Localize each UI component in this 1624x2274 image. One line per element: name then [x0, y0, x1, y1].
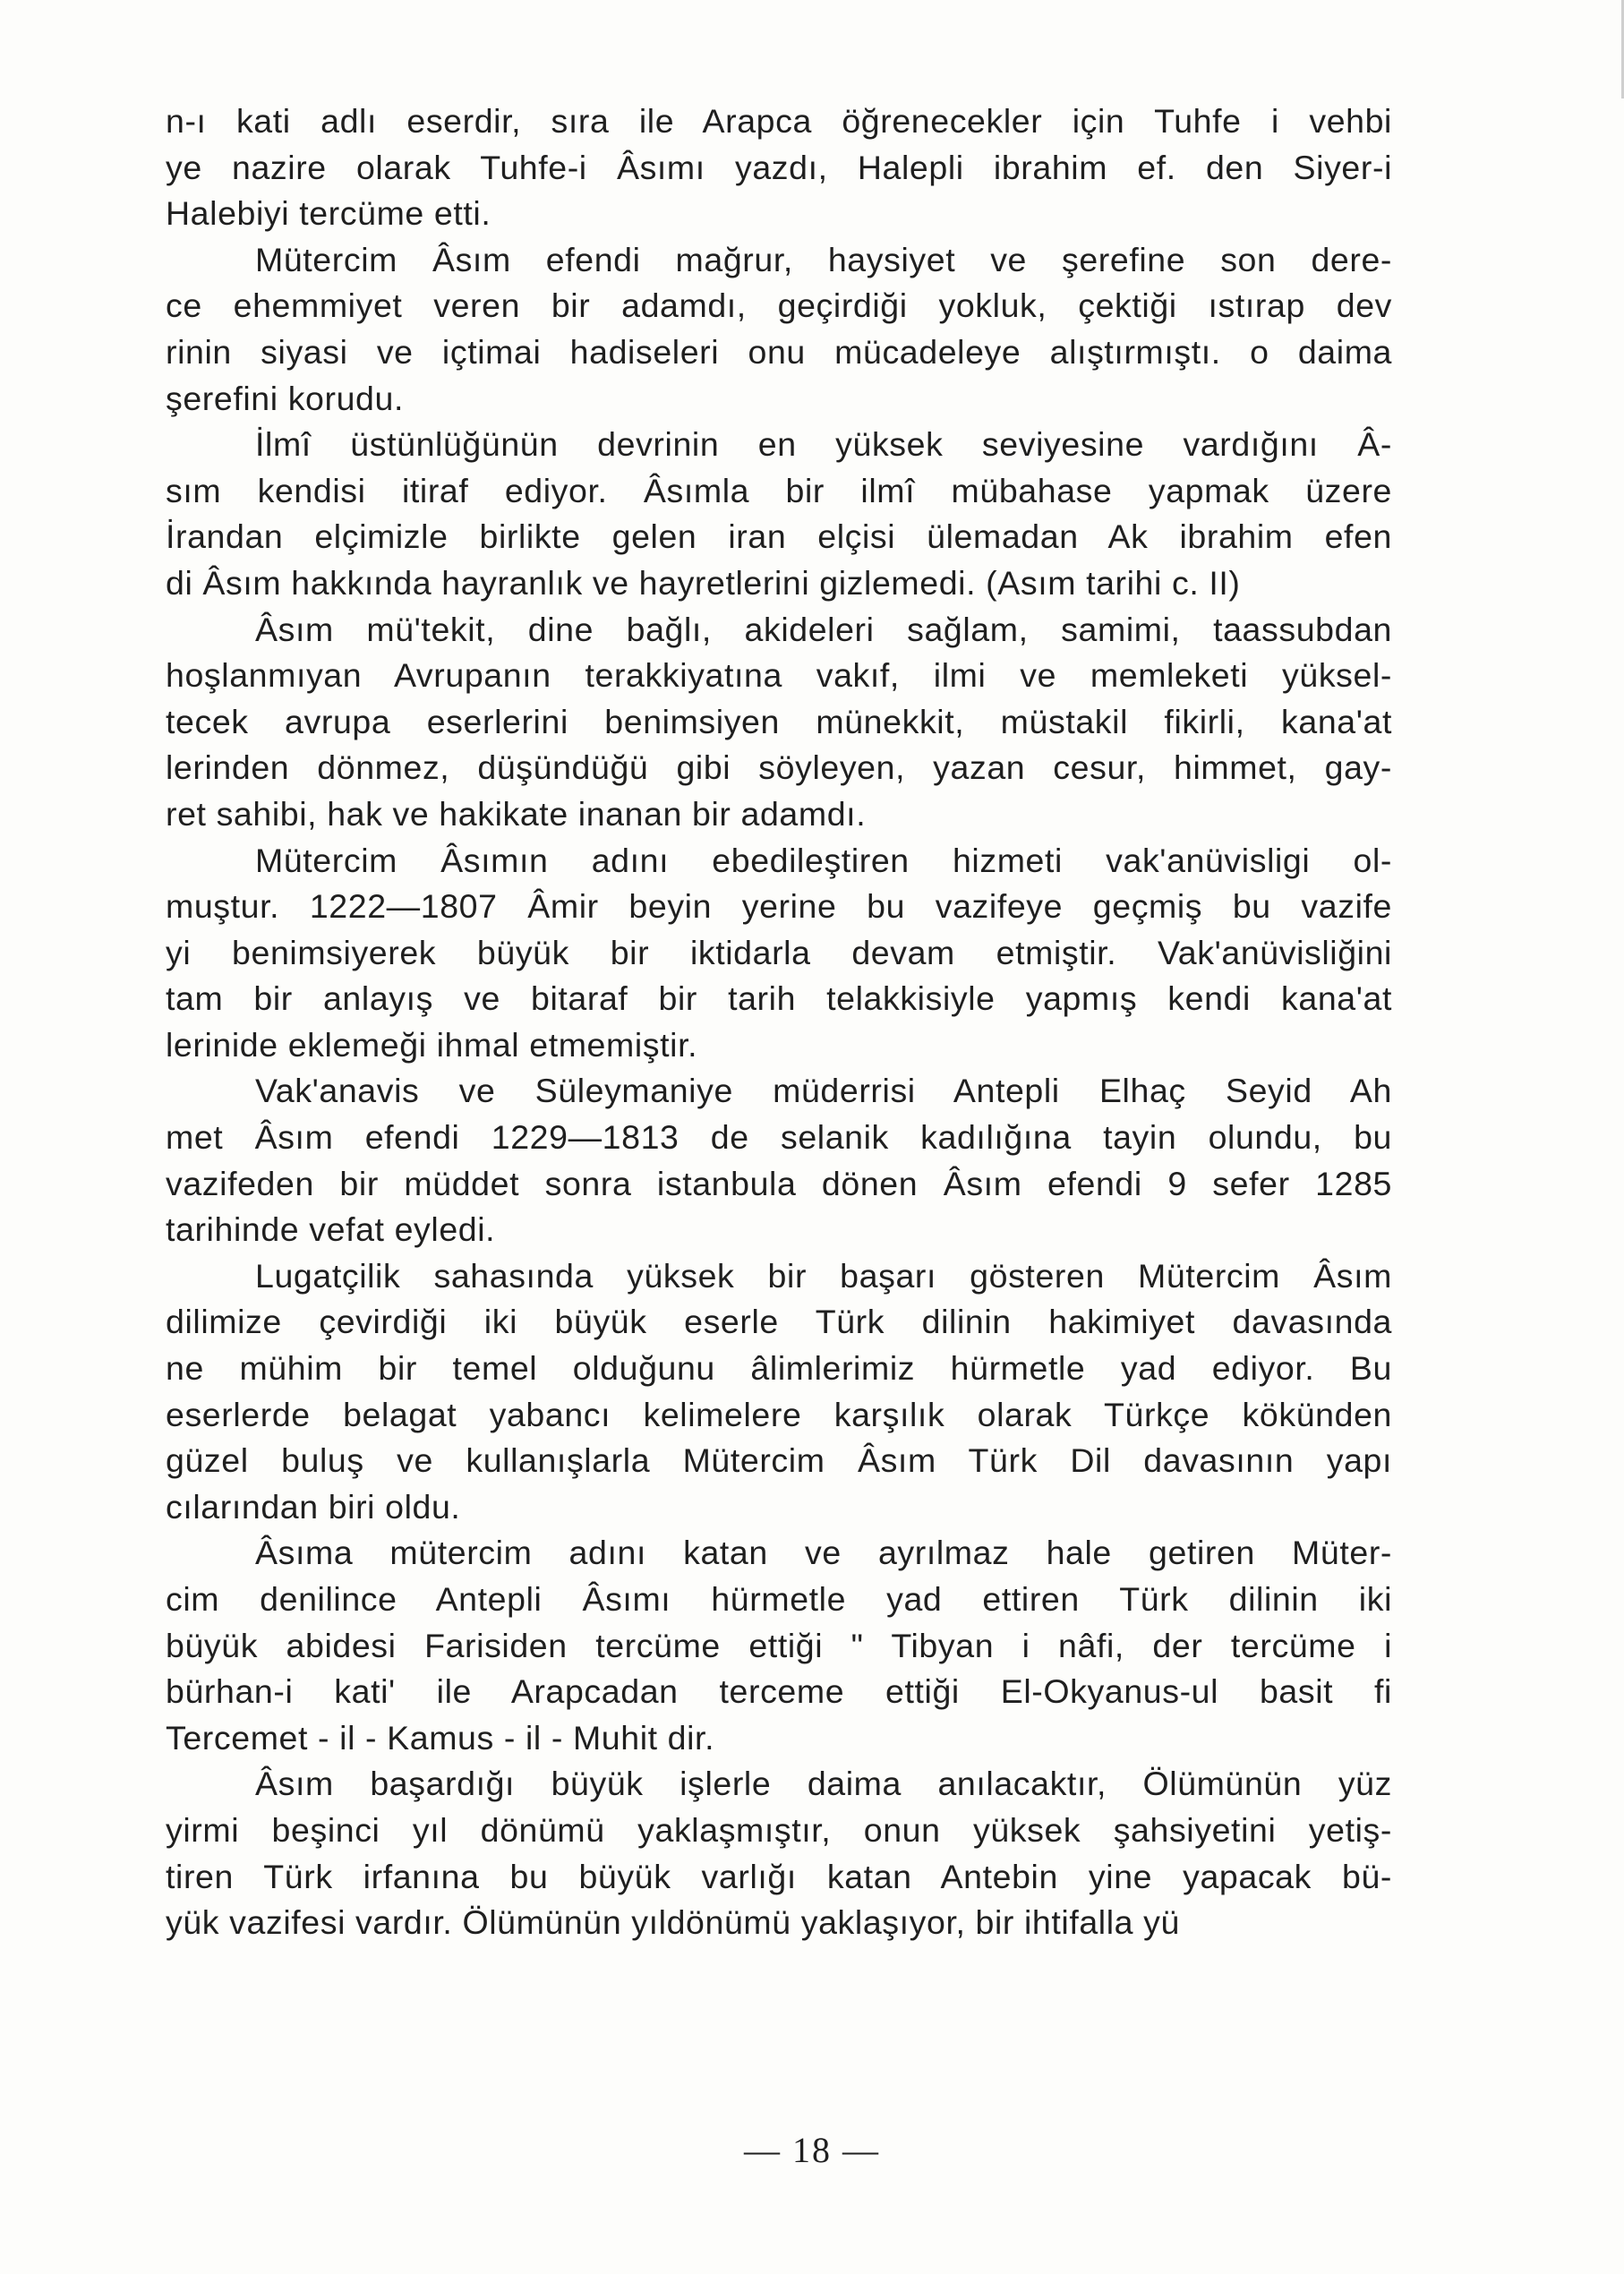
text-line: vazifeden bir müddet sonra istanbula dönen Âsım efendi 9 sefer 1285 [166, 1164, 1392, 1202]
text-line: yük vazifesi vardır. Ölümünün yıldönümü yaklaşıyor, bir ihtifalla yü [166, 1903, 1180, 1942]
text-line: şerefini korudu. [166, 379, 404, 417]
text-line: rinin siyasi ve içtimai hadiseleri onu mücadeleye alıştırmıştı. o daima [166, 332, 1392, 371]
text-line: yi benimsiyerek büyük bir iktidarla devam etmiştir. Vak'anüvisliğini [166, 933, 1392, 971]
text-line: hoşlanmıyan Avrupanın terakkiyatına vakıf, ilmi ve memleketi yüksel- [166, 656, 1392, 695]
text-line: Lugatçilik sahasında yüksek bir başarı gösteren Mütercim Âsım [255, 1256, 1392, 1295]
text-line: lerinide eklemeği ihmal etmemiştir. [166, 1025, 698, 1064]
text-line: Tercemet - il - Kamus - il - Muhit dir. [166, 1718, 715, 1757]
text-line: tiren Türk irfanına bu büyük varlığı katan Antebin yine yapacak bü- [166, 1857, 1392, 1895]
text-line: sım kendisi itiraf ediyor. Âsımla bir ilmî mübahase yapmak üzere [166, 471, 1392, 509]
text-line: Vak'anavis ve Süleymaniye müderrisi Antepli Elhaç Seyid Ah [255, 1072, 1392, 1110]
text-line: ne mühim bir temel olduğunu âlimlerimiz hürmetle yad ediyor. Bu [166, 1349, 1392, 1388]
text-line: büyük abidesi Farisiden tercüme ettiği " Tibyan i nâfi, der tercüme i [166, 1626, 1392, 1664]
text-line: di Âsım hakkında hayranlık ve hayretlerini gizlemedi. (Asım tarihi c. II) [166, 563, 1241, 602]
paragraph [166, 422, 1392, 606]
text-line: bürhan-i kati' ile Arapcadan tercеme ettiği El-Okyanus-ul basit fi [166, 1672, 1392, 1711]
paragraph [166, 607, 1392, 838]
text-line: yirmi beşinci yıl dönümü yaklaşmıştır, onun yüksek şahsiyetini yetiş- [166, 1810, 1392, 1849]
text-line: ce ehemmiyet veren bir adamdı, geçirdiği yokluk, çektiği ıstırap dev [166, 286, 1392, 325]
paragraph [166, 1253, 1392, 1531]
paragraph [166, 1068, 1392, 1252]
text-line: Mütercim Âsım efendi mağrur, haysiyet ve şerefine son dere- [255, 240, 1392, 278]
paragraph [166, 1530, 1392, 1761]
text-line: met Âsım efendi 1229—1813 de selanik kadılığına tayin olundu, bu [166, 1118, 1392, 1157]
text-line: ye nazire olarak Tuhfe-i Âsımı yazdı, Halepli ibrahim ef. den Siyer-i [166, 148, 1392, 186]
page-number: — 18 — [744, 2130, 880, 2170]
text-line: Halebiyi tercüme etti. [166, 194, 491, 233]
text-line: dilimize çevirdiği iki büyük eserle Türk dilinin hakimiyet davasında [166, 1303, 1392, 1341]
text-line: Mütercim Âsımın adını ebedileştiren hizmeti vak'anüvisligi ol- [255, 841, 1392, 879]
paragraph [166, 98, 1392, 237]
text-line: tecek avrupa eserlerini benimsiyen münekkit, müstakil fikirli, kana'at [166, 702, 1392, 740]
text-line: İlmî üstünlüğünün devrinin en yüksek seviyesine vardığını Â- [255, 425, 1392, 464]
text-line: tarihinde vefat eyledi. [166, 1210, 496, 1249]
text-line: cılarından biri oldu. [166, 1487, 461, 1526]
body-text [166, 98, 1392, 1946]
text-line: Âsıma mütercim adını katan ve ayrılmaz hale getiren Müter- [255, 1534, 1392, 1572]
paragraph [166, 1761, 1392, 1945]
text-line: cim denilince Antepli Âsımı hürmetle yad ettiren Türk dilinin iki [166, 1580, 1392, 1618]
text-line: Âsım başardığı büyük işlerle daima anılacaktır, Ölümünün yüz [255, 1765, 1392, 1803]
text-line: güzel buluş ve kullanışlarla Mütercim Âsım Türk Dil davasının yapı [166, 1441, 1392, 1480]
text-line: ret sahibi, hak ve hakikate inanan bir adamdı. [166, 794, 867, 833]
text-line: tam bir anlayış ve bitaraf bir tarih telakkisiyle yapmış kendi kana'at [166, 979, 1392, 1018]
text-line: lerinden dönmez, düşündüğü gibi söyleyen, yazan cesur, himmet, gay- [166, 748, 1392, 787]
paragraph [166, 237, 1392, 422]
text-line: muştur. 1222—1807 Âmir beyin yerine bu vazifeye geçmiş bu vazife [166, 887, 1392, 926]
text-line: eserlerde belagat yabancı kelimelere karşılık olarak Türkçe kökünden [166, 1395, 1392, 1433]
text-line: İrandan elçimizle birlikte gelen iran elçisi ülemadan Ak ibrahim efen [166, 517, 1392, 556]
paragraph [166, 838, 1392, 1069]
text-line: n-ı kati adlı eserdir, sıra ile Arapca öğrenecekler için Tuhfe i vehbi [166, 102, 1392, 140]
text-line: Âsım mü'tekit, dine bağlı, akideleri sağlam, samimi, taassubdan [255, 610, 1392, 648]
